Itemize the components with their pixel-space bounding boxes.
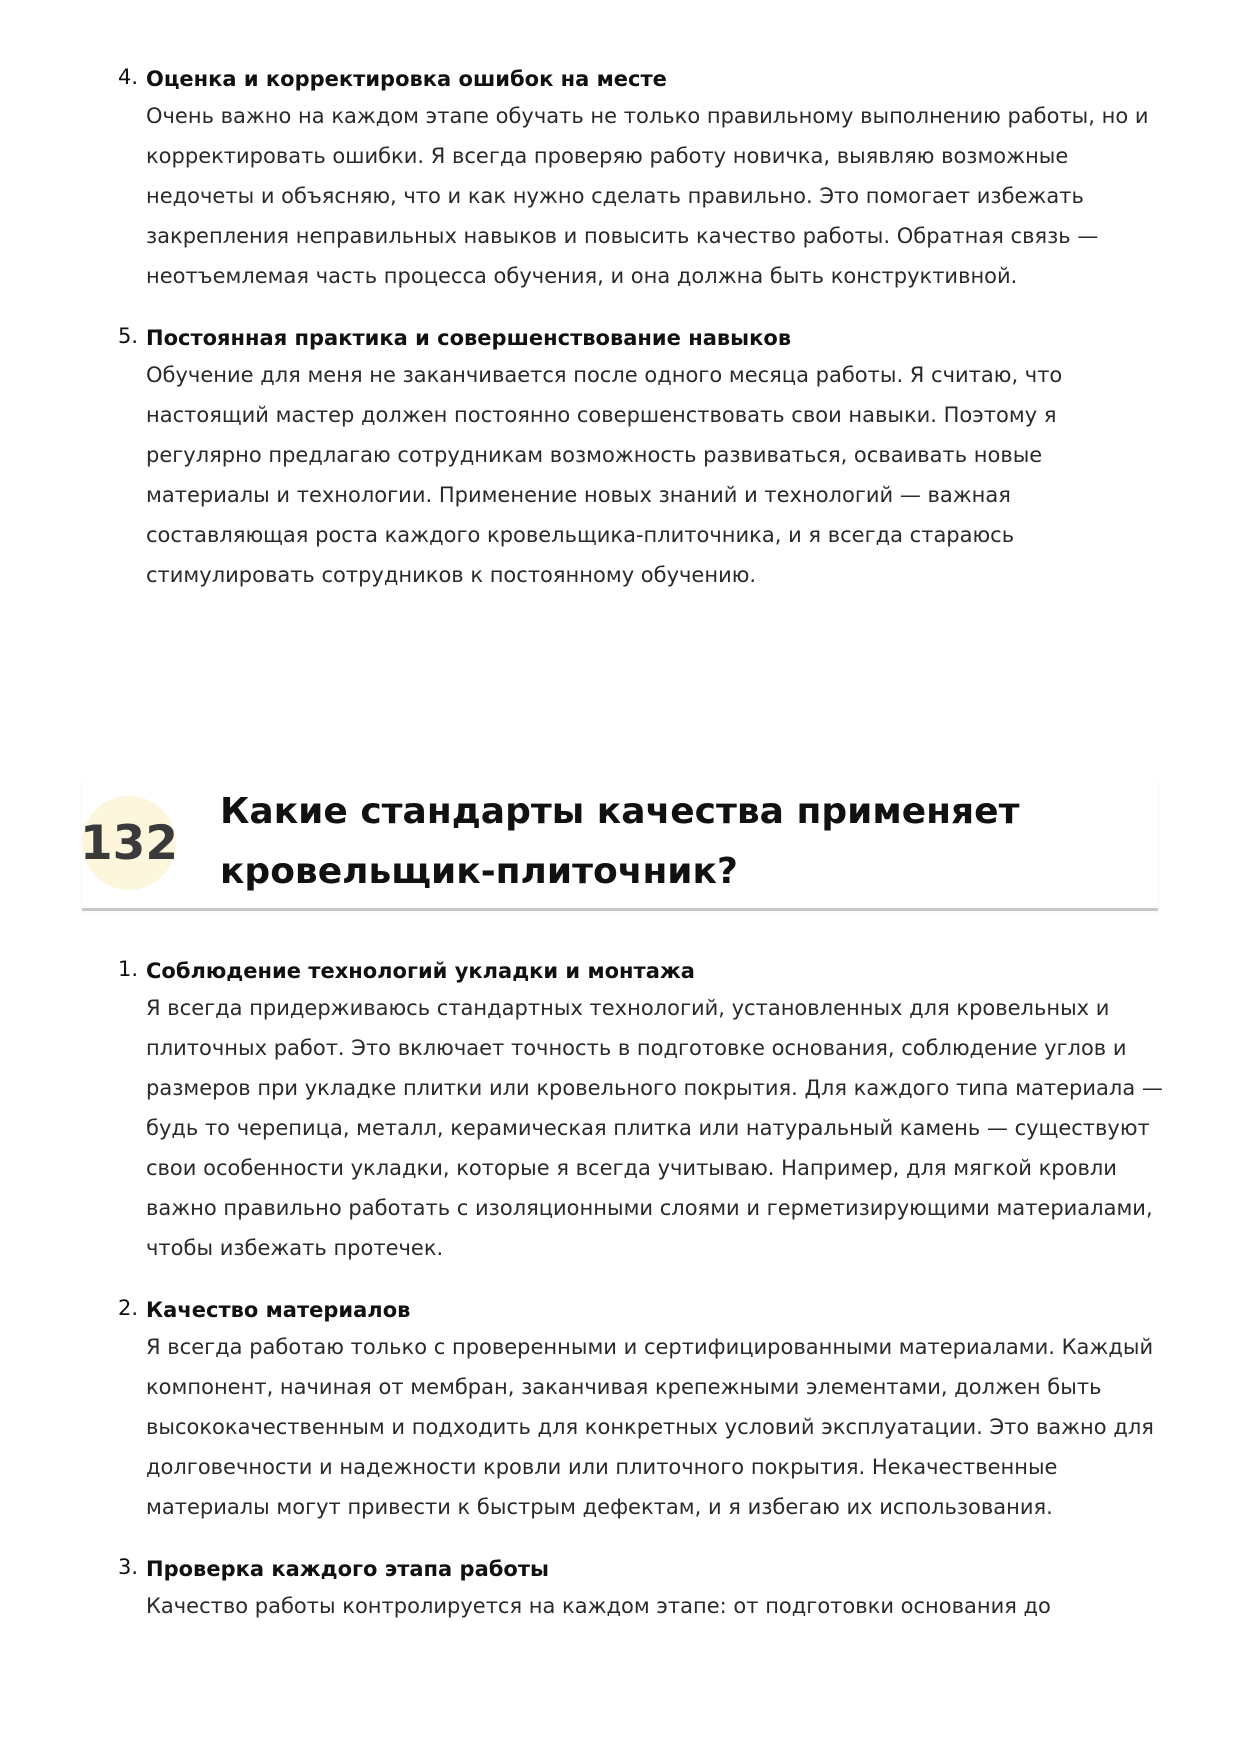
item-body: Я всегда придерживаюсь стандартных технологий, установленных для кровельных и плиточных работ. Это включает точность в подготовке основания, соблюдение углов и размеров при укладке плитки или кровельного покрытия. Для каждого типа материала — будь то черепица, металл, керамическая плитка или натуральный камень — существуют свои особенности укладки, которые я всегда учитываю. Например, для мягкой кровли важно правильно работать с изоляционными слоями и герметизирующими материалами, чтобы избежать протечек.: [146, 996, 1163, 1260]
item-body: Я всегда работаю только с проверенными и сертифицированными материалами. Каждый компонент, начиная от мембран, заканчивая крепежными элементами, должен быть высококачественным и подходить для конкретных условий эксплуатации. Это важно для долговечности и надежности кровли или плиточного покрытия. Некачественные материалы могут привести к быстрым дефектам, и я избегаю их использования.: [146, 1335, 1154, 1519]
item-number: 4.: [118, 65, 139, 89]
numbered-list-bottom: [118, 954, 1168, 1651]
item-number: 1.: [118, 957, 139, 981]
list-item: [118, 62, 1168, 296]
item-title: Постоянная практика и совершенствование навыков: [146, 326, 792, 350]
item-number: 3.: [118, 1555, 139, 1579]
item-title: Соблюдение технологий укладки и монтажа: [146, 959, 695, 983]
item-number: 5.: [118, 324, 139, 348]
numbered-list-top: [118, 62, 1168, 620]
item-title: Проверка каждого этапа работы: [146, 1557, 549, 1581]
question-header: [79, 778, 1158, 911]
list-item: [118, 1293, 1168, 1527]
item-body: Обучение для меня не заканчивается после одного месяца работы. Я считаю, что настоящий мастер должен постоянно совершенствовать свои навыки. Поэтому я регулярно предлагаю сотрудникам возможность развиваться, осваивать новые материалы и технологии. Применение новых знаний и технологий — важная составляющая роста каждого кровельщика-плиточника, и я всегда стараюсь стимулировать сотрудников к постоянному обучению.: [146, 363, 1063, 587]
list-item: [118, 321, 1168, 595]
item-body: Качество работы контролируется на каждом этапе: от подготовки основания до: [146, 1594, 1051, 1618]
item-body: Очень важно на каждом этапе обучать не только правильному выполнению работы, но и корректировать ошибки. Я всегда проверяю работу новичка, выявляю возможные недочеты и объясняю, что и как нужно сделать правильно. Это помогает избежать закрепления неправильных навыков и повысить качество работы. Обратная связь — неотъемлемая часть процесса обучения, и она должна быть конструктивной.: [146, 104, 1149, 288]
item-title: Качество материалов: [146, 1298, 411, 1322]
item-title: Оценка и корректировка ошибок на месте: [146, 67, 667, 91]
question-number-badge: 132: [82, 796, 176, 890]
item-number: 2.: [118, 1296, 139, 1320]
question-title: Какие стандарты качества применяет кровельщик-плиточник?: [220, 791, 1020, 892]
list-item: [118, 1552, 1168, 1626]
list-item: [118, 954, 1168, 1268]
